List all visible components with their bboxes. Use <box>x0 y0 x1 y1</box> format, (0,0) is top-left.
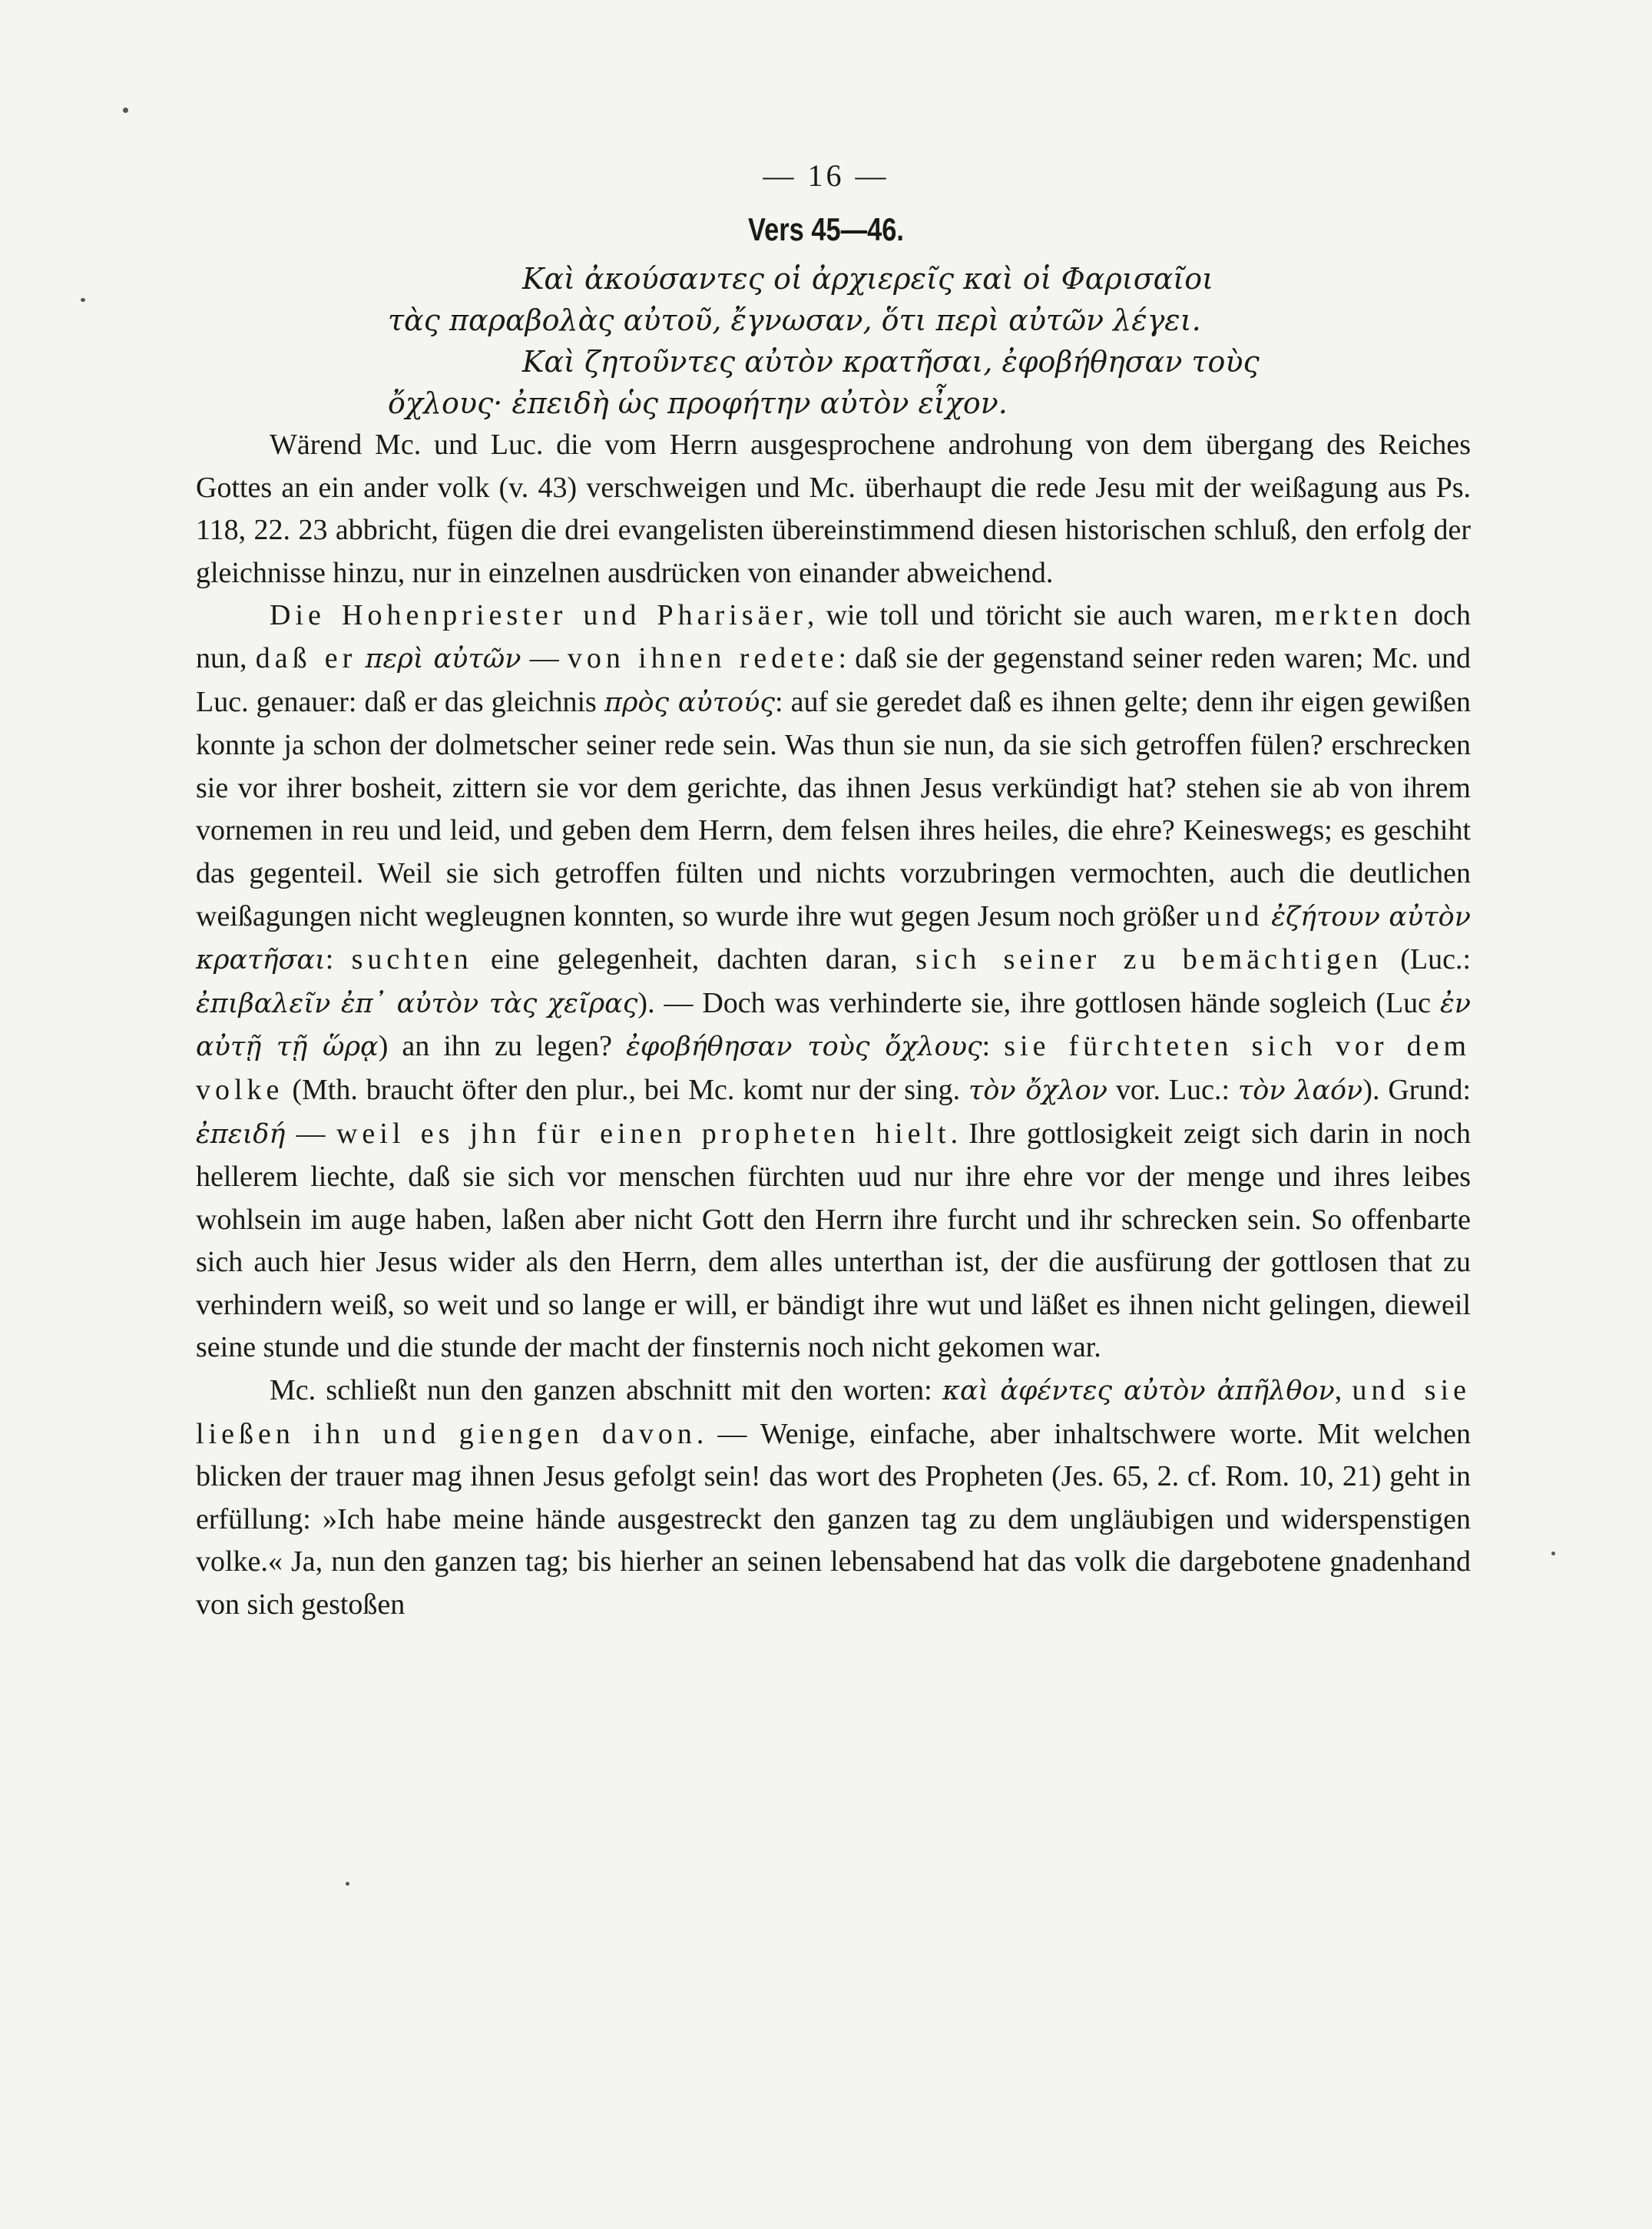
greek-quote: ἐν αὐτῇ τῇ ὥρᾳ <box>196 988 1471 1063</box>
spaced-text: von ihnen redete <box>567 641 839 674</box>
text-run: eine gelegenheit, dachten daran, <box>472 943 916 976</box>
greek-quote: τὸν ὄχλον <box>968 1075 1108 1106</box>
text-run: : auf sie geredet daß es ihnen gelte; denn ihr eigen gewißen konnte ja schon der dolmetscher seiner rede sein. Was thun sie nun, da sie sich getroffen fülen? erschrecken sie vor ihrer bosheit, zittern sie vor dem gerichte, das ihnen Jesus verkündigt hat? stehen sie ab von ihrem vornemen in reu und leid, und geben dem Herrn, dem felsen ihres heiles, die ehre? Keineswegs; es geschiht das gegenteil. Weil sie sich getroffen fülten und nichts vorzubringen vermochten, auch die deutlichen weißagungen nicht wegleugnen konnten, so wurde ihre wut gegen Jesum noch größer <box>196 685 1471 932</box>
text-run: : daß sie der gegenstand seiner reden waren; Mc. und Luc. genauer: daß er das gleichnis <box>196 641 1472 718</box>
greek-quote: ἐφοβήθησαν τοὺς ὄχλους <box>626 1032 982 1063</box>
text-run: . Ihre gottlosigkeit zeigt sich darin in noch hellerem liechte, daß sie sich vor menschen fürchten uud nur ihre ehre vor der menge und ihres leibes wohlsein im auge haben, laßen aber nicht Gott den Herrn ihre furcht und ihr schrecken sein. So offenbarte sich auch hier Jesus wider als den Herrn, dem alles unterthan ist, der die ausfürung der gottlosen that zu verhindern weiß, so weit und so lange er will, er bändigt ihre wut und läßet es ihnen nicht gelingen, dieweil seine stunde und die stunde der macht der finsternis noch nicht gekomen war. <box>196 1117 1471 1364</box>
spaced-text: weil es jhn für einen propheten hielt <box>336 1117 951 1150</box>
greek-verse-line: ὄχλους· ἐπειδὴ ὡς προφήτην αὐτὸν εἶχον. <box>388 386 1008 420</box>
text-run: : <box>325 943 352 976</box>
scan-speck <box>123 108 128 113</box>
greek-quote: ἐπειδή <box>196 1118 286 1150</box>
text-run <box>356 642 365 674</box>
paragraph <box>196 1370 1471 1627</box>
text-run: — <box>285 1117 336 1150</box>
text-run: (Mth. braucht öfter den plur., bei Mc. komt nur der sing. <box>283 1073 968 1106</box>
scan-speck <box>346 1882 349 1886</box>
text-run: ). Grund: <box>1362 1073 1472 1106</box>
text-run: Mc. schließt nun den ganzen abschnitt mit den worten: <box>270 1374 942 1407</box>
scan-speck <box>1551 1552 1555 1555</box>
text-run: — <box>521 641 568 674</box>
spaced-text: sich seiner zu bemächtigen <box>915 943 1382 976</box>
text-run: ). — Doch was verhinderte sie, ihre gottlosen hände sogleich (Luc <box>637 986 1440 1019</box>
greek-quote: τὸν λαόν <box>1237 1075 1363 1106</box>
text-run: , wie toll und töricht sie auch waren, <box>806 599 1275 632</box>
greek-quote: πρὸς αὐτούς <box>604 687 776 718</box>
commentary-text <box>196 424 1471 1627</box>
text-run: ) an ihn zu legen? <box>378 1030 627 1063</box>
spaced-text: suchten <box>351 943 473 976</box>
text-run: : <box>982 1030 1005 1063</box>
text-run: . — Wenige, einfache, aber inhaltschwere worte. Mit welchen blicken der trauer mag ihnen Jesus gefolgt sein! das wort des Propheten (Jes. 65, 2. cf. Rom. 10, 21) geht in erfüllung: »Ich habe meine hände ausgestreckt den ganzen tag zu dem ungläubigen und widerspenstigen volke.« Ja, nun den ganzen tag; bis hierher an seinen lebensabend hat das volk die dargebotene gnadenhand von sich gestoßen <box>196 1417 1471 1621</box>
spaced-text: Die Hohenpriester und Pharisäer <box>270 599 807 632</box>
greek-verse-line: τὰς παραβολὰς αὐτοῦ, ἔγνωσαν, ὅτι περὶ αὐτῶν λέγει. <box>388 303 1201 337</box>
verse-heading: Vers 45—46. <box>748 211 904 247</box>
text-run: vor. Luc.: <box>1107 1073 1238 1106</box>
spaced-text: merkten <box>1274 599 1402 632</box>
spaced-text: sie fürchteten sich vor dem volke <box>196 1030 1472 1106</box>
text-run: , <box>1334 1374 1352 1407</box>
greek-quote: ἐπιβαλεῖν ἐπ᾽ αὐτὸν τὰς χεῖρας <box>196 988 638 1019</box>
page-number: — 16 — <box>763 158 889 193</box>
greek-quote: περὶ αὐτῶν <box>365 643 521 674</box>
text-run <box>1263 900 1271 932</box>
spaced-text: daß er <box>255 641 357 674</box>
paragraph <box>196 595 1471 1370</box>
greek-quote: ἐζήτουν αὐτὸν κρατῆσαι <box>196 901 1471 976</box>
text-run: doch nun, <box>196 599 1471 674</box>
paragraph: Wärend Mc. und Luc. die vom Herrn ausgesprochene androhung von dem übergang des Reiches Gottes an ein ander volk (v. 43) verschweigen und Mc. überhaupt die rede Jesu mit der weißagung aus Ps. 118, 22. 23 abbricht, fügen die drei evangelisten übereinstimmend diesen historischen schluß, den erfolg der gleichnisse hinzu, nur in einzelnen ausdrücken von einander abweichend. <box>196 429 1471 589</box>
spaced-text: und <box>1206 899 1264 932</box>
spaced-text: und sie ließen ihn und giengen davon <box>196 1374 1472 1450</box>
greek-quote: καὶ ἀφέντες αὐτὸν ἀπῆλθον <box>942 1376 1335 1407</box>
greek-verse-line: Καὶ ἀκούσαντες οἱ ἀρχιερεῖς καὶ οἱ Φαρισαῖοι <box>522 262 1213 296</box>
greek-verse-line: Καὶ ζητοῦντες αὐτὸν κρατῆσαι, ἐφοβήθησαν τοὺς <box>522 345 1260 379</box>
scan-speck <box>81 298 85 302</box>
text-run: (Luc.: <box>1382 943 1471 976</box>
